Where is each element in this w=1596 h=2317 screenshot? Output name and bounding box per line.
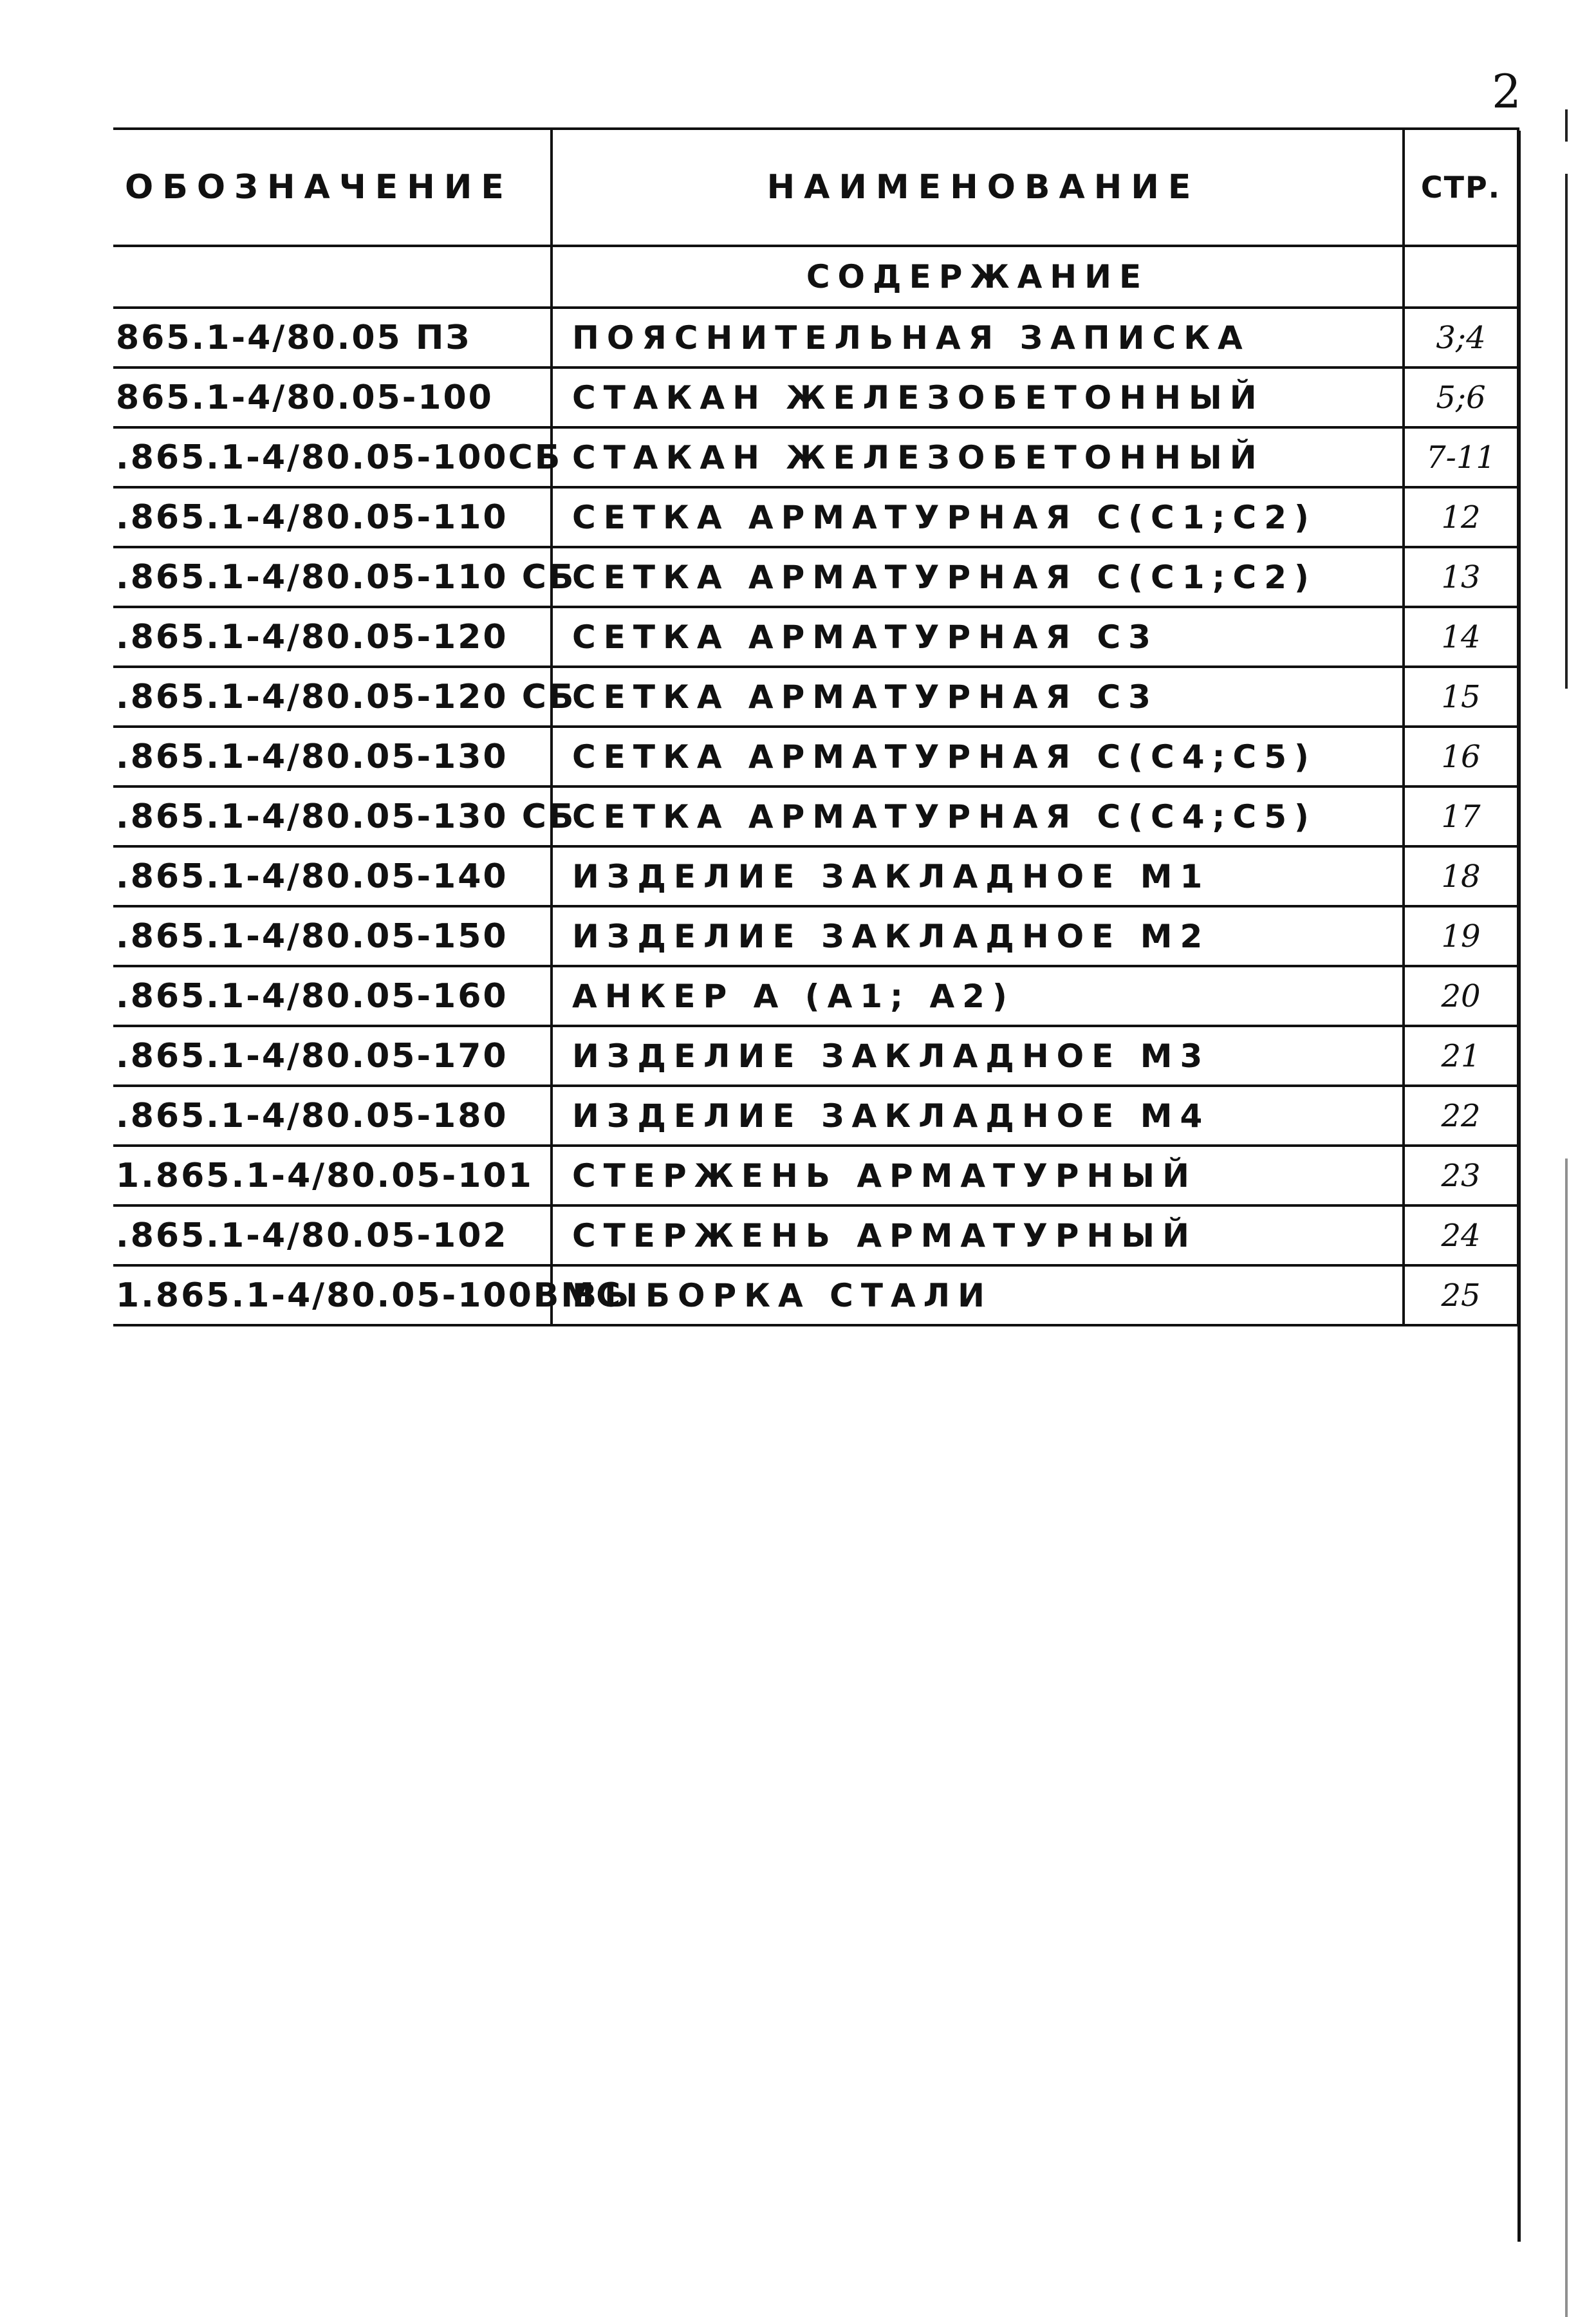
row-name: СТЕРЖЕНЬ АРМАТУРНЫЙ — [552, 1205, 1404, 1265]
empty-cell — [1404, 246, 1518, 308]
table-row — [113, 1146, 1518, 1205]
row-name: СТЕРЖЕНЬ АРМАТУРНЫЙ — [552, 1146, 1404, 1205]
table-row — [113, 607, 1518, 667]
table-row — [113, 1086, 1518, 1146]
row-code: 1.865.1-4/80.05-101 — [113, 1146, 552, 1205]
row-name: СЕТКА АРМАТУРНАЯ С(С1;С2) — [552, 487, 1404, 547]
row-name: АНКЕР А (А1; А2) — [552, 966, 1404, 1026]
row-page: 13 — [1404, 547, 1518, 607]
table-row — [113, 1205, 1518, 1265]
table-row — [113, 1265, 1518, 1325]
row-code: .865.1-4/80.05-130 СБ — [113, 786, 552, 846]
row-code: .865.1-4/80.05-100СБ — [113, 427, 552, 487]
row-page: 14 — [1404, 607, 1518, 667]
row-page: 19 — [1404, 906, 1518, 966]
table-row — [113, 427, 1518, 487]
row-page: 17 — [1404, 786, 1518, 846]
row-name: СЕТКА АРМАТУРНАЯ С(С1;С2) — [552, 547, 1404, 607]
table-row — [113, 667, 1518, 727]
row-name: ИЗДЕЛИЕ ЗАКЛАДНОЕ М3 — [552, 1026, 1404, 1086]
table-row — [113, 846, 1518, 906]
row-name: СЕТКА АРМАТУРНАЯ С(С4;С5) — [552, 786, 1404, 846]
row-page: 16 — [1404, 727, 1518, 786]
row-page: 20 — [1404, 966, 1518, 1026]
row-page: 18 — [1404, 846, 1518, 906]
row-name: СТАКАН ЖЕЛЕЗОБЕТОННЫЙ — [552, 427, 1404, 487]
row-name: СЕТКА АРМАТУРНАЯ С3 — [552, 607, 1404, 667]
row-code: .865.1-4/80.05-180 — [113, 1086, 552, 1146]
header-name: НАИМЕНОВАНИЕ — [552, 129, 1404, 246]
contents-table — [113, 127, 1519, 1326]
row-code: .865.1-4/80.05-160 — [113, 966, 552, 1026]
row-page: 7-11 — [1404, 427, 1518, 487]
row-code: .865.1-4/80.05-130 — [113, 727, 552, 786]
row-page: 5;6 — [1404, 368, 1518, 427]
table-row — [113, 368, 1518, 427]
row-page: 23 — [1404, 1146, 1518, 1205]
table-row — [113, 966, 1518, 1026]
page-number: 2 — [1492, 64, 1521, 118]
row-name: СТАКАН ЖЕЛЕЗОБЕТОННЫЙ — [552, 368, 1404, 427]
row-code: .865.1-4/80.05-170 — [113, 1026, 552, 1086]
row-page: 24 — [1404, 1205, 1518, 1265]
row-code: .865.1-4/80.05-140 — [113, 846, 552, 906]
row-page: 25 — [1404, 1265, 1518, 1325]
row-code: .865.1-4/80.05-110 СБ — [113, 547, 552, 607]
edge-mark — [1565, 174, 1568, 689]
header-designation: ОБОЗНАЧЕНИЕ — [113, 129, 552, 246]
row-code: .865.1-4/80.05-110 — [113, 487, 552, 547]
row-page: 21 — [1404, 1026, 1518, 1086]
table-row — [113, 1026, 1518, 1086]
table-row — [113, 786, 1518, 846]
edge-mark — [1565, 1158, 1568, 2317]
row-page: 15 — [1404, 667, 1518, 727]
row-code: .865.1-4/80.05-120 — [113, 607, 552, 667]
table-row — [113, 308, 1518, 368]
edge-mark — [1565, 109, 1568, 142]
section-row — [113, 246, 1518, 308]
table-header — [113, 129, 1518, 246]
row-name: ИЗДЕЛИЕ ЗАКЛАДНОЕ М1 — [552, 846, 1404, 906]
empty-cell — [113, 246, 552, 308]
row-code: .865.1-4/80.05-102 — [113, 1205, 552, 1265]
header-page: СТР. — [1404, 129, 1518, 246]
row-name: ИЗДЕЛИЕ ЗАКЛАДНОЕ М4 — [552, 1086, 1404, 1146]
row-page: 12 — [1404, 487, 1518, 547]
row-code: 1.865.1-4/80.05-100ВМС — [113, 1265, 552, 1325]
row-code: .865.1-4/80.05-120 СБ — [113, 667, 552, 727]
row-code: 865.1-4/80.05 ПЗ — [113, 308, 552, 368]
table-row — [113, 727, 1518, 786]
row-page: 3;4 — [1404, 308, 1518, 368]
row-name: ИЗДЕЛИЕ ЗАКЛАДНОЕ М2 — [552, 906, 1404, 966]
table-row — [113, 547, 1518, 607]
table-row — [113, 487, 1518, 547]
row-page: 22 — [1404, 1086, 1518, 1146]
row-name: СЕТКА АРМАТУРНАЯ С3 — [552, 667, 1404, 727]
section-title: СОДЕРЖАНИЕ — [552, 246, 1404, 308]
row-code: 865.1-4/80.05-100 — [113, 368, 552, 427]
row-name: ПОЯСНИТЕЛЬНАЯ ЗАПИСКА — [552, 308, 1404, 368]
row-name: ВЫБОРКА СТАЛИ — [552, 1265, 1404, 1325]
row-name: СЕТКА АРМАТУРНАЯ С(С4;С5) — [552, 727, 1404, 786]
row-code: .865.1-4/80.05-150 — [113, 906, 552, 966]
table-row — [113, 906, 1518, 966]
